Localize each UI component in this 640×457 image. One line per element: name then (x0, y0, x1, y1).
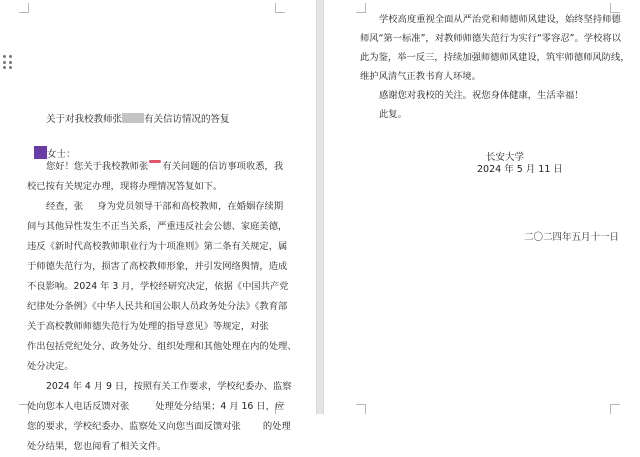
paragraph-line: 此复。 (379, 109, 407, 120)
text-segment: 您好！您关于我校教师张 (46, 161, 149, 172)
paragraph-line: 师风“第一标准”，对教师师德失范行为实行“零容忍”。学校将以 (360, 33, 621, 44)
letter-body (27, 157, 297, 457)
paragraph-line: 此为鉴，举一反三，持续加强师德师风建设，筑牢师德师风防线， (360, 52, 630, 63)
paragraph-line (27, 157, 284, 177)
document-title (46, 111, 230, 125)
drag-handle-icon[interactable] (3, 55, 12, 70)
signature-organization: 长安大学 (486, 152, 525, 163)
paragraph-line (27, 197, 284, 217)
page-gutter (316, 0, 324, 414)
paragraph-line: 违反《新时代高校教师职业行为十项准则》第二条有关规定，属 (27, 241, 288, 252)
document-page-1 (0, 0, 316, 452)
margin-corner-marker (356, 404, 366, 414)
text-segment: 您的要求，学校纪委办、监察处又向您当面反馈对张 (27, 421, 241, 432)
paragraph-line: 处分结果，您也阅看了相关文件。 (27, 441, 167, 452)
title-prefix: 关于对我校教师张 (46, 114, 123, 125)
paragraph-line: 关于高校教师师德失范行为处理的指导意见》等规定，对张 (27, 321, 269, 332)
paragraph-line: 感谢您对我校的关注。祝您身体健康，生活幸福！ (379, 90, 584, 101)
paragraph-line: 间与其他异性发生不正当关系，严重违反社会公德、家庭美德， (27, 221, 288, 232)
paragraph-line: 学校高度重视全面从严治党和师德师风建设，始终坚持师德 (379, 14, 621, 25)
text-segment: 处理处分结果；4 月 16 日，应 (155, 401, 285, 412)
text-segment: 经查，张 (46, 201, 84, 212)
redaction-mark (122, 113, 144, 123)
paragraph-line: 处分决定。 (27, 361, 74, 372)
paragraph-line: 作出包括党纪处分、政务处分、组织处理和其他处理在内的处理、 (27, 341, 297, 352)
text-segment: 有关问题的信访事项收悉，我 (162, 161, 284, 172)
margin-corner-marker (19, 3, 29, 13)
text-segment: 的处理 (262, 421, 291, 432)
paragraph-line: 2024 年 4 月 9 日，按照有关工作要求，学校纪委办、监察 (46, 381, 292, 392)
paragraph-line: 于师德失范行为，损害了高校教师形象，并引发网络舆情，造成 (27, 261, 288, 272)
text-segment: 处向您本人电话反馈对张 (27, 401, 130, 412)
paragraph-line: 维护风清气正教书育人环境。 (360, 71, 481, 82)
text-segment: 身为党员领导干部和高校教师，在婚姻存续期 (97, 201, 284, 212)
redaction-mark (149, 160, 161, 163)
signature-date-chinese: 二〇二四年五月十一日 (524, 232, 620, 243)
paragraph-line: 纪律处分条例》《中华人民共和国公职人员政务处分法》《教育部 (27, 301, 288, 312)
margin-corner-marker (275, 3, 285, 13)
margin-corner-marker (610, 404, 620, 414)
paragraph-line: 不良影响。2024 年 3 月，学校经研究决定，依据《中国共产党 (27, 281, 289, 292)
document-page-2 (324, 0, 640, 414)
paragraph-line: 校已按有关规定办理，现将办理情况答复如下。 (27, 181, 223, 192)
letter-body-continued (360, 10, 630, 124)
paragraph-line (27, 397, 285, 417)
paragraph-line (27, 417, 291, 437)
signature-date: 2024 年 5 月 11 日 (477, 164, 563, 175)
title-suffix: 有关信访情况的答复 (144, 114, 230, 125)
salutation-text: 女士： (47, 149, 76, 160)
